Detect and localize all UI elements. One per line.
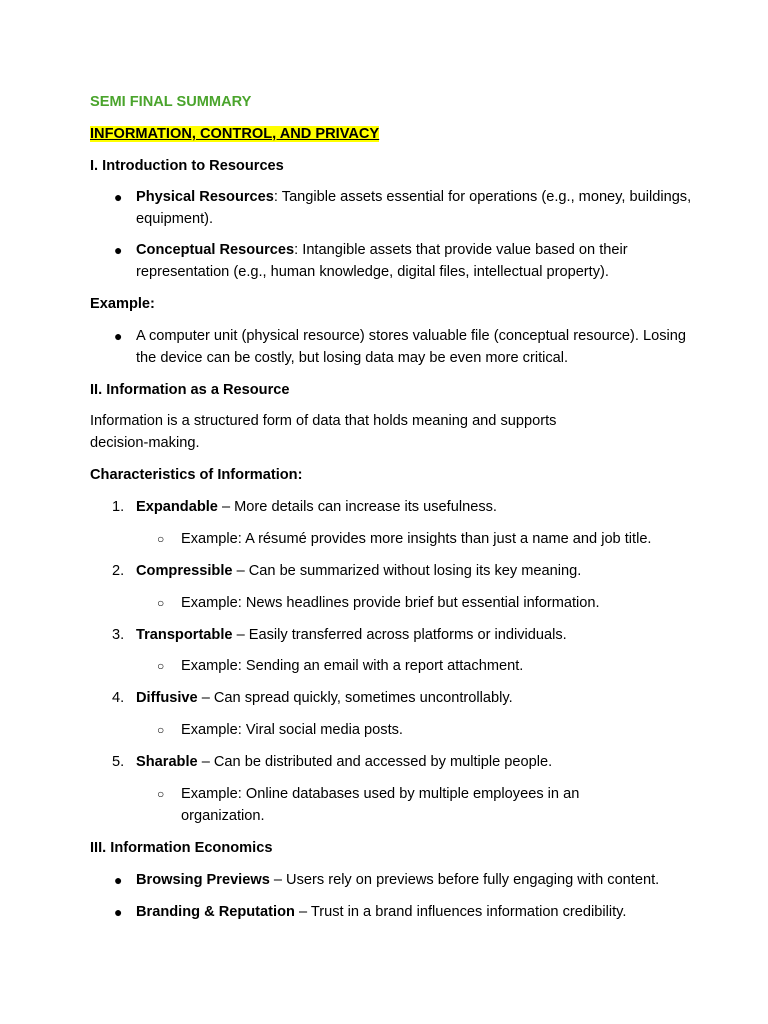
circle-bullet-icon: ○ [157,787,165,801]
list-item-text: A computer unit (physical resource) stores valuable file (conceptual resource). Losing the device can be costly, but losing data may be even more critical. [136,328,686,366]
sub-item-text: Example: Viral social media posts. [181,722,403,738]
bullet-icon: ● [114,189,123,205]
sub-item [157,784,621,827]
item-text: – Can be summarized without losing its key meaning. [232,563,582,579]
list-item [114,240,696,283]
list-item-text: : Intangible assets that provide value based on their representation (e.g., human knowledge, digital files, intellectual property). [136,242,628,280]
sub-item [157,593,711,615]
item-number: 2. [112,563,125,579]
item-number: 5. [112,754,125,770]
list-item-term: Browsing Previews [136,872,270,888]
list-item [114,326,696,369]
circle-bullet-icon: ○ [157,723,165,737]
list-item [114,902,696,924]
list-item-term: Conceptual Resources [136,242,295,258]
item-term: Sharable [136,754,198,770]
list-item-text: – Trust in a brand influences information credibility. [294,904,627,920]
bullet-icon: ● [114,904,123,920]
sub-item-text: Example: A résumé provides more insights than just a name and job title. [181,531,652,547]
item-term: Transportable [136,627,233,643]
item-text: – More details can increase its usefulness. [217,499,497,515]
sub-item-text: Example: News headlines provide brief but essential information. [181,595,600,611]
item-text: – Can be distributed and accessed by multiple people. [197,754,553,770]
characteristics-label: Characteristics of Information: [90,467,303,483]
list-item [114,187,696,230]
list-item-term: Branding & Reputation [136,904,295,920]
item-term: Diffusive [136,690,198,706]
sub-item-text: Example: Online databases used by multiple employees in an organization. [181,786,580,824]
sub-item [157,529,711,551]
bullet-icon: ● [114,328,123,344]
section1-heading: I. Introduction to Resources [90,158,284,174]
bullet-icon: ● [114,872,123,888]
item-term: Expandable [136,499,218,515]
list-item-text: – Users rely on previews before fully engaging with content. [269,872,660,888]
numbered-item [112,497,696,519]
item-text: – Can spread quickly, sometimes uncontrollably. [197,690,513,706]
item-text: – Easily transferred across platforms or individuals. [232,627,567,643]
main-heading [90,124,379,145]
circle-bullet-icon: ○ [157,532,165,546]
sub-item [157,656,711,678]
item-number: 4. [112,690,125,706]
bullet-icon: ● [114,242,123,258]
numbered-item [112,752,696,774]
section2-heading: II. Information as a Resource [90,382,290,398]
item-term: Compressible [136,563,233,579]
sub-item [157,720,711,742]
section3-heading: III. Information Economics [90,840,273,856]
numbered-item [112,688,696,710]
example-label: Example: [90,296,155,312]
numbered-item [112,625,696,647]
circle-bullet-icon: ○ [157,596,165,610]
list-item-term: Physical Resources [136,189,274,205]
highlighted-heading: INFORMATION, CONTROL, AND PRIVACY [90,126,380,142]
item-number: 1. [112,499,125,515]
document-title: SEMI FINAL SUMMARY [90,94,252,110]
numbered-item [112,561,696,583]
list-item [114,870,696,892]
list-item-text: : Tangible assets essential for operations (e.g., money, buildings, equipment). [136,189,692,227]
sub-item-text: Example: Sending an email with a report attachment. [181,658,524,674]
circle-bullet-icon: ○ [157,659,165,673]
section2-paragraph: Information is a structured form of data that holds meaning and supports decision-making. [90,413,557,451]
item-number: 3. [112,627,125,643]
